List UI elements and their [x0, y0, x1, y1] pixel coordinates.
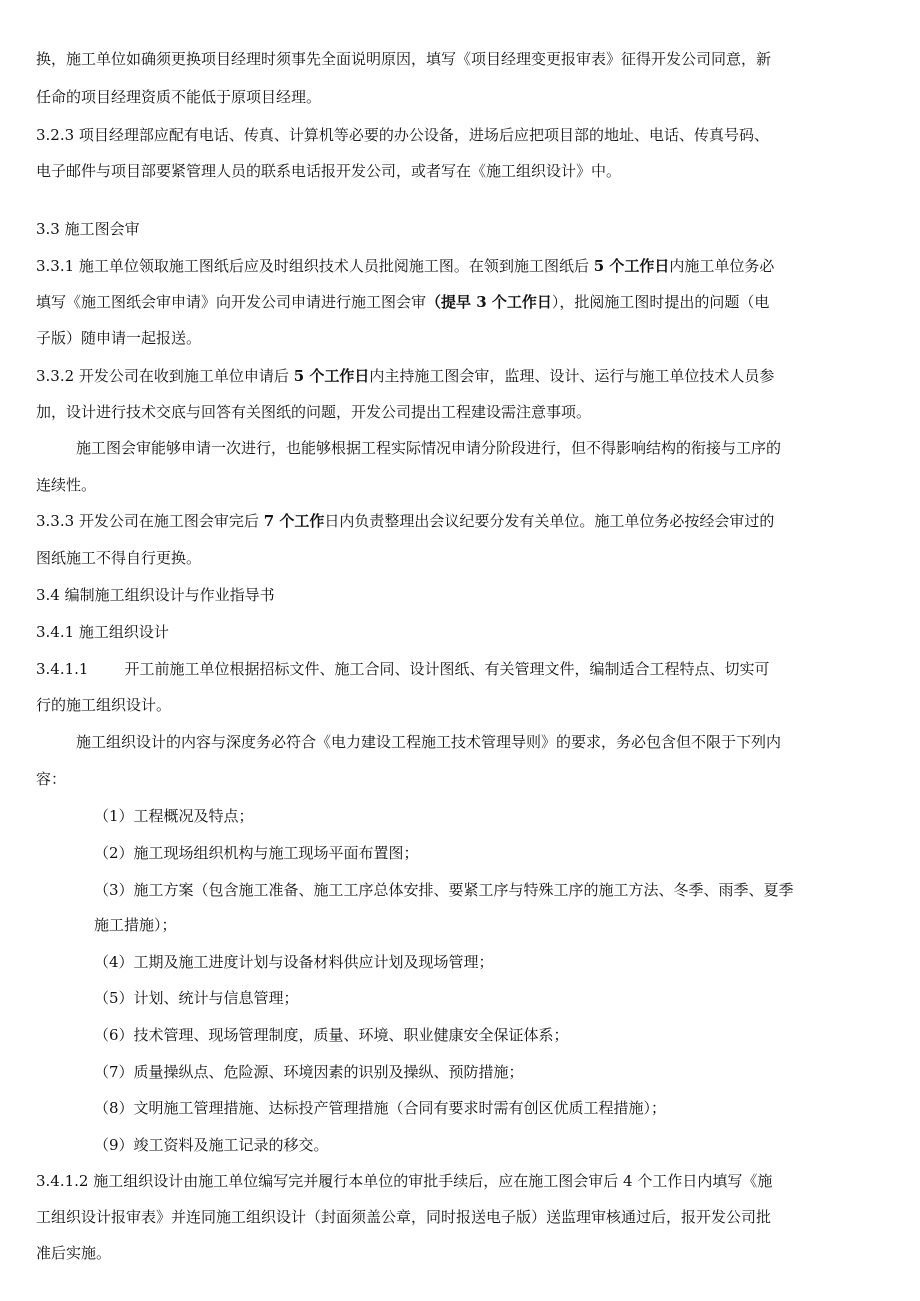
- paragraph-3-3-2-line1: [36, 365, 886, 386]
- list-item: （6）技术管理、现场管理制度，质量、环境、职业健康安全保证体系；: [94, 1026, 569, 1044]
- bold-span: 5 个工作日: [293, 367, 370, 385]
- text-span: ），批阅施工图时提出的问题（电: [551, 293, 770, 311]
- text-line: 准后实施。: [36, 1244, 112, 1262]
- text-line: 容：: [36, 770, 67, 788]
- subsection-heading-3-4-1: 3.4.1 施工组织设计: [36, 623, 169, 641]
- text-line: 3.2.3 项目经理部应配有电话、传真、计算机等必要的办公设备，进场后应把项目部的地址、电话、传真号码、: [36, 126, 769, 144]
- text-line: 工组织设计报审表》并连同施工组织设计（封面须盖公章，同时报送电子版）送监理审核通过后，报开发公司批: [36, 1208, 772, 1226]
- text-span: 开工前施工单位根据招标文件、施工合同、设计图纸、有关管理文件，编制适合工程特点、切实可: [124, 660, 770, 678]
- text-span: 日内负责整理出会议纪要分发有关单位。施工单位务必按经会审过的: [324, 512, 775, 530]
- section-heading-3-4: 3.4 编制施工组织设计与作业指导书: [36, 586, 275, 604]
- paragraph-3-3-1-line2: [36, 291, 886, 312]
- text-span: 3.3.3 开发公司在施工图会审完后: [36, 512, 264, 530]
- bold-span: 7 个工作: [263, 512, 325, 530]
- text-line: 连续性。: [36, 476, 97, 494]
- paragraph-3-3-3-line1: [36, 510, 886, 531]
- item-number: 3.4.1.1: [36, 660, 89, 678]
- text-line: 子版）随申请一起报送。: [36, 329, 202, 347]
- section-heading-3-3: 3.3 施工图会审: [36, 220, 140, 238]
- text-line: 3.4.1.2 施工组织设计由施工单位编写完并履行本单位的审批手续后，应在施工图会审后 4 个工作日内填写《施: [36, 1172, 773, 1190]
- text-line: 施工组织设计的内容与深度务必符合《电力建设工程施工技术管理导则》的要求，务必包含但不限于下列内: [76, 733, 782, 751]
- text-span: 内施工单位务必: [669, 257, 775, 275]
- text-span: 填写《施工图纸会审申请》向开发公司申请进行施工图会审: [36, 293, 427, 311]
- paragraph-3-3-1-line1: [36, 255, 886, 276]
- list-item: （1）工程概况及特点；: [94, 807, 254, 825]
- list-item: （4）工期及施工进度计划与设备材料供应计划及现场管理；: [94, 953, 494, 971]
- list-item: （7）质量操纵点、危险源、环境因素的识别及操纵、预防措施；: [94, 1063, 524, 1081]
- text-line: 图纸施工不得自行更换。: [36, 549, 202, 567]
- list-item: （2）施工现场组织机构与施工现场平面布置图；: [94, 844, 419, 862]
- text-line: 行的施工组织设计。: [36, 696, 172, 714]
- text-line: 加，设计进行技术交底与回答有关图纸的问题，开发公司提出工程建设需注意事项。: [36, 403, 592, 421]
- list-item: （3）施工方案（包含施工准备、施工工序总体安排、要紧工序与特殊工序的施工方法、冬季、雨季、夏季: [94, 881, 794, 899]
- list-item: （8）文明施工管理措施、达标投产管理措施（合同有要求时需有创区优质工程措施）；: [94, 1099, 667, 1117]
- text-span: 3.3.2 开发公司在收到施工单位申请后: [36, 367, 294, 385]
- bold-span: （: [426, 293, 442, 311]
- text-line: 电子邮件与项目部要紧管理人员的联系电话报开发公司，或者写在《施工组织设计》中。: [36, 162, 622, 180]
- text-line: 施工图会审能够申请一次进行，也能够根据工程实际情况申请分阶段进行，但不得影响结构的衔接与工序的: [76, 439, 782, 457]
- text-line: 任命的项目经理资质不能低于原项目经理。: [36, 88, 322, 106]
- list-item-continuation: 施工措施）；: [94, 916, 177, 934]
- bold-span: 5 个工作日: [593, 257, 670, 275]
- text-span: 3.3.1 施工单位领取施工图纸后应及时组织技术人员批阅施工图。在领到施工图纸后: [36, 257, 594, 275]
- bold-span: 提早 3 个工作日: [441, 293, 552, 311]
- paragraph-3-4-1-1-line1: [36, 658, 886, 679]
- list-item: （9）竣工资料及施工记录的移交。: [94, 1136, 329, 1154]
- list-item: （5）计划、统计与信息管理；: [94, 989, 299, 1007]
- text-span: 内主持施工图会审，监理、设计、运行与施工单位技术人员参: [369, 367, 775, 385]
- text-line: 换，施工单位如确须更换项目经理时须事先全面说明原因，填写《项目经理变更报审表》征得开发公司同意，新: [36, 50, 772, 68]
